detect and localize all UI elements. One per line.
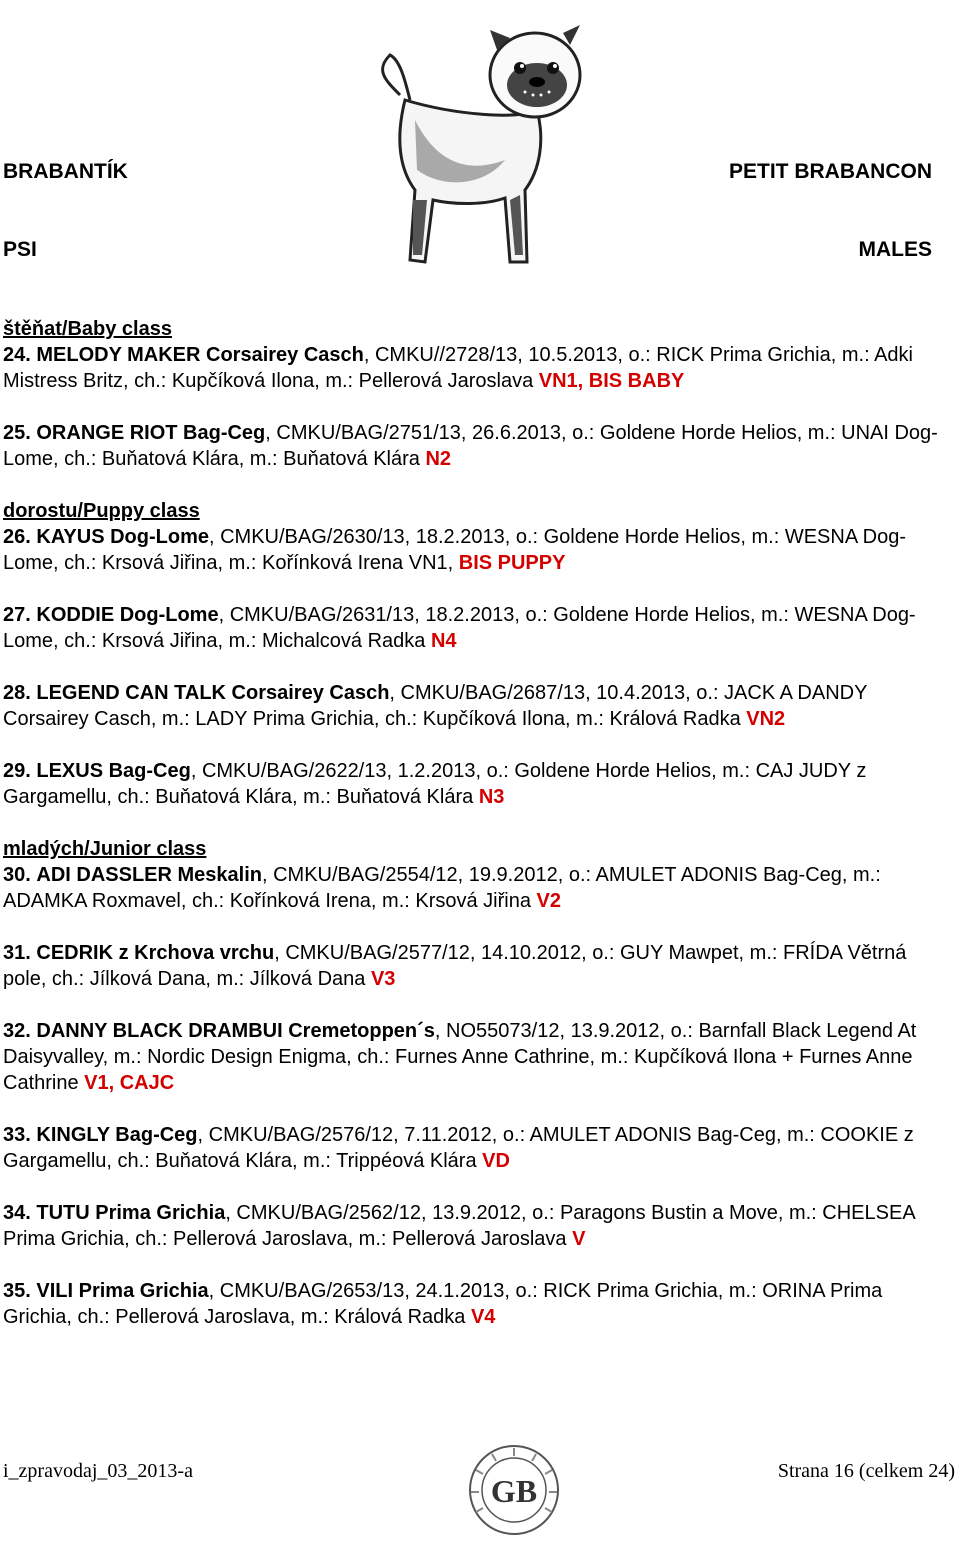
award-label: N3: [478, 786, 505, 808]
dog-entry: [3, 862, 953, 914]
dog-name: ADI DASSLER Meskalin: [36, 864, 262, 886]
entry-details: , CMKU/BAG/2622/13, 1.2.2013, o.: Goldene Horde Helios, m.: CAJ JUDY z Gargamellu, ch.: Buňatová Klára, m.: Buňatová Klára: [3, 760, 867, 808]
entry-details: , CMKU/BAG/2631/13, 18.2.2013, o.: Goldene Horde Helios, m.: WESNA Dog-Lome, ch.: Krsová Jiřina, m.: Michalcová Radka: [3, 604, 916, 652]
dog-entry: [3, 602, 953, 654]
dog-entry: [3, 1122, 953, 1174]
entry-details: , CMKU/BAG/2576/12, 7.11.2012, o.: AMULET ADONIS Bag-Ceg, m.: COOKIE z Gargamellu, ch.: Buňatová Klára, m.: Trippéová Klára: [3, 1124, 914, 1172]
footer-page-number: Strana 16 (celkem 24): [777, 1460, 955, 1482]
dog-name: ORANGE RIOT Bag-Ceg: [36, 422, 266, 444]
dog-name: TUTU Prima Grichia: [36, 1202, 226, 1224]
entry-details: , CMKU/BAG/2653/13, 24.1.2013, o.: RICK Prima Grichia, m.: ORINA Prima Grichia, ch.: Pellerová Jaroslava, m.: Králová Radka: [3, 1280, 883, 1328]
award-label: V1, CAJC: [84, 1072, 175, 1094]
sex-label-en: MALES: [858, 238, 932, 261]
award-label: BIS PUPPY: [458, 552, 566, 574]
award-label: V: [572, 1228, 586, 1250]
entry-number: 31.: [3, 942, 31, 964]
award-label: VD: [482, 1150, 510, 1172]
entry-number: 29.: [3, 760, 31, 782]
award-label: N4: [430, 630, 457, 652]
club-logo-icon: [462, 1440, 567, 1537]
class-title: štěňat/Baby class: [3, 318, 172, 340]
entry-number: 25.: [3, 422, 31, 444]
dog-name: DANNY BLACK DRAMBUI Cremetoppen´s: [36, 1020, 435, 1042]
breed-title-en: PETIT BRABANCON: [729, 160, 932, 183]
dog-entry: [3, 342, 953, 394]
class-title: mladých/Junior class: [3, 838, 207, 860]
dog-entry: [3, 1018, 953, 1096]
class-title: dorostu/Puppy class: [3, 500, 200, 522]
dog-entry: [3, 680, 953, 732]
svg-text:GB: GB: [490, 1473, 538, 1509]
entry-number: 24.: [3, 344, 31, 366]
entry-number: 27.: [3, 604, 31, 626]
entry-number: 26.: [3, 526, 31, 548]
award-label: V3: [370, 968, 396, 990]
dog-name: KAYUS Dog-Lome: [36, 526, 209, 548]
award-label: VN1, BIS BABY: [538, 370, 685, 392]
award-label: V4: [470, 1306, 496, 1328]
entry-details: , CMKU/BAG/2577/12, 14.10.2012, o.: GUY Mawpet, m.: FRÍDA Větrná pole, ch.: Jílková Dana, m.: Jílková Dana: [3, 942, 907, 990]
entry-number: 30.: [3, 864, 31, 886]
award-label: V2: [536, 890, 561, 912]
dog-entry: [3, 1278, 953, 1330]
dog-name: LEGEND CAN TALK Corsairey Casch: [36, 682, 390, 704]
entry-details: , CMKU//2728/13, 10.5.2013, o.: RICK Prima Grichia, m.: Adki Mistress Britz, ch.: Kupčíková Ilona, m.: Pellerová Jaroslava: [3, 344, 913, 392]
dog-entry: [3, 524, 953, 576]
dog-entry: [3, 940, 953, 992]
dog-entry: [3, 1200, 953, 1252]
dog-name: KINGLY Bag-Ceg: [36, 1124, 198, 1146]
dog-name: MELODY MAKER Corsairey Casch: [36, 344, 364, 366]
sex-label-cz: PSI: [3, 238, 37, 261]
results-list: [3, 316, 953, 1356]
dog-illustration: [305, 0, 590, 275]
breed-title-cz: BRABANTÍK: [3, 160, 128, 183]
entry-number: 35.: [3, 1280, 31, 1302]
footer-filename: i_zpravodaj_03_2013-a: [3, 1460, 193, 1482]
entry-number: 33.: [3, 1124, 31, 1146]
award-label: VN2: [746, 708, 786, 730]
dog-name: KODDIE Dog-Lome: [36, 604, 219, 626]
entry-details: , CMKU/BAG/2687/13, 10.4.2013, o.: JACK A DANDY Corsairey Casch, m.: LADY Prima Grichia, ch.: Kupčíková Ilona, m.: Králová Radka: [3, 682, 868, 730]
dog-name: LEXUS Bag-Ceg: [36, 760, 191, 782]
entry-details: , CMKU/BAG/2562/12, 13.9.2012, o.: Paragons Bustin a Move, m.: CHELSEA Prima Grichia, ch.: Pellerová Jaroslava, m.: Pellerová Jaroslava: [3, 1202, 915, 1250]
dog-name: VILI Prima Grichia: [36, 1280, 209, 1302]
dog-entry: [3, 420, 953, 472]
dog-name: CEDRIK z Krchova vrchu: [36, 942, 275, 964]
entry-details: , CMKU/BAG/2554/12, 19.9.2012, o.: AMULET ADONIS Bag-Ceg, m.: ADAMKA Roxmavel, ch.: Kořínková Irena, m.: Krsová Jiřina: [3, 864, 881, 912]
entry-number: 34.: [3, 1202, 31, 1224]
dog-entry: [3, 758, 953, 810]
entry-details: , NO55073/12, 13.9.2012, o.: Barnfall Black Legend At Daisyvalley, m.: Nordic Design Enigma, ch.: Furnes Anne Cathrine, m.: Kupčíková Ilona + Furnes Anne Cathrine: [3, 1020, 917, 1094]
entry-number: 32.: [3, 1020, 31, 1042]
entry-number: 28.: [3, 682, 31, 704]
entry-details: , CMKU/BAG/2751/13, 26.6.2013, o.: Goldene Horde Helios, m.: UNAI Dog-Lome, ch.: Buňatová Klára, m.: Buňatová Klára: [3, 422, 938, 470]
entry-details: , CMKU/BAG/2630/13, 18.2.2013, o.: Goldene Horde Helios, m.: WESNA Dog-Lome, ch.: Krsová Jiřina, m.: Kořínková Irena VN1,: [3, 526, 906, 574]
award-label: N2: [425, 448, 452, 470]
